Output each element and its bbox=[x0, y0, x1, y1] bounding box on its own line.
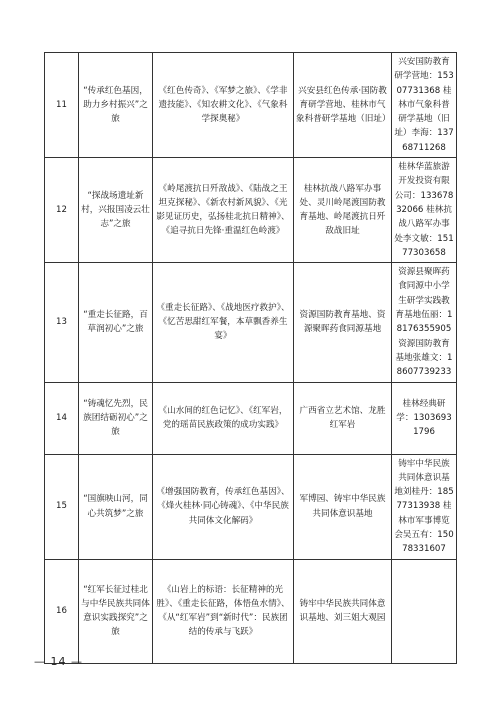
contact-info: 桂林经典研学：13036931796 bbox=[392, 382, 457, 454]
study-bases: 军博园、铸牢中华民族共同体意识基地 bbox=[294, 454, 392, 559]
route-theme: “红军长征过桂北与中华民族共同体意识实践探究”之旅 bbox=[79, 559, 153, 663]
table-row bbox=[45, 454, 457, 559]
row-number: 14 bbox=[45, 382, 79, 454]
row-number: 11 bbox=[45, 53, 79, 158]
study-route-table bbox=[44, 52, 457, 664]
contact-info: 兴安国防教育研学营地：15307731368 桂林市气象科普研学基地（旧址）李海：13768711268 bbox=[392, 53, 457, 158]
course-content: 《红色传奇》、《军梦之旅》、《学非遗技能》、《知农耕文化》、《气象科学探奥秘》 bbox=[153, 53, 294, 158]
route-theme: “铸魂忆先烈，民族团结砺初心”之旅 bbox=[79, 382, 153, 454]
row-number: 13 bbox=[45, 263, 79, 382]
course-content: 《增强国防教育，传承红色基因》、《烽火桂林·同心铸魂》、《中华民族共同体文化解码》 bbox=[153, 454, 294, 559]
contact-info: 桂林华蓝旅游开发投资有限公司：13367832066 桂林抗战八路军办事处李文敏：15177303658 bbox=[392, 158, 457, 263]
route-theme: “重走长征路，百草润初心”之旅 bbox=[79, 263, 153, 382]
row-number: 16 bbox=[45, 559, 79, 663]
row-number: 15 bbox=[45, 454, 79, 559]
course-content: 《山岩上的标语：长征精神的光胜》、《重走长征路，体悟鱼水情》、《从“红军岩”到“新时代”：民族团结的传承与飞跃》 bbox=[153, 559, 294, 663]
route-theme: “传承红色基因，助力乡村振兴”之旅 bbox=[79, 53, 153, 158]
route-theme: “探战场遗址新村，兴报国凌云壮志”之旅 bbox=[79, 158, 153, 263]
table-row bbox=[45, 53, 457, 158]
study-bases: 兴安县红色传承·国防教育研学营地、桂林市气象科普研学基地（旧址） bbox=[294, 53, 392, 158]
study-bases: 资源国防教育基地、资源聚晖药食同源基地 bbox=[294, 263, 392, 382]
study-bases: 桂林抗战八路军办事处、灵川岭尾渡国防教育基地、岭尾渡抗日歼敌战旧址 bbox=[294, 158, 392, 263]
page-number: — 14 — bbox=[34, 655, 83, 668]
contact-info: 资源县聚晖药食同源中小学生研学实践教育基地伍丽：18176355905 资源国防教育基地张雄文：18607739233 bbox=[392, 263, 457, 382]
study-bases: 广西省立艺术馆、龙胜红军岩 bbox=[294, 382, 392, 454]
course-content: 《岭尾渡抗日歼敌战》、《陆战之王坦克探秘》、《新农村新风貌》、《光影见证历史，弘扬桂北抗日精神》、《追寻抗日先锋·重温红色岭渡》 bbox=[153, 158, 294, 263]
contact-info bbox=[392, 559, 457, 663]
table-row bbox=[45, 382, 457, 454]
table-row bbox=[45, 559, 457, 663]
row-number: 12 bbox=[45, 158, 79, 263]
study-bases: 铸牢中华民族共同体意识基地、刘三姐大观园 bbox=[294, 559, 392, 663]
course-content: 《重走长征路》、《战地医疗救护》、《忆苦思甜红军餐，本草飘香养生宴》 bbox=[153, 263, 294, 382]
table-row bbox=[45, 263, 457, 382]
contact-info: 铸牢中华民族共同体意识基地刘桂丹：18577313938 桂林市军事博览会吴五有：15078331607 bbox=[392, 454, 457, 559]
course-content: 《山水间的红色记忆》、《红军岩，党的瑶苗民族政策的成功实践》 bbox=[153, 382, 294, 454]
table-row bbox=[45, 158, 457, 263]
route-theme: “国旗映山河，同心共筑梦”之旅 bbox=[79, 454, 153, 559]
